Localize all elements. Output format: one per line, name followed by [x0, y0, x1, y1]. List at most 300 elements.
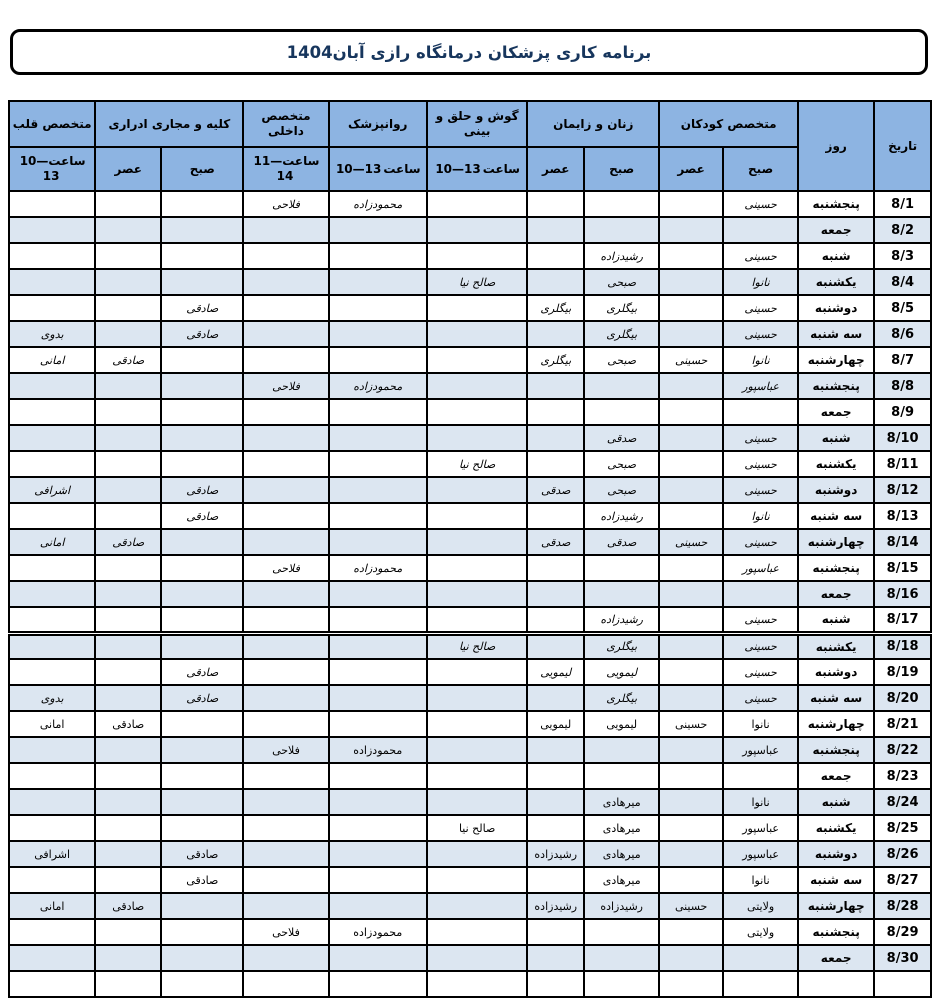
cell-kids-evening — [659, 451, 723, 477]
cell-women-evening — [527, 321, 584, 347]
cell-kids-evening — [659, 243, 723, 269]
day-cell: سه شنبه — [798, 685, 874, 711]
date-cell: 8/8 — [874, 373, 931, 399]
cell-heart — [9, 867, 95, 893]
cell-internal — [243, 295, 328, 321]
title-box — [10, 29, 928, 75]
cell-psychiatrist: محمودزاده — [329, 737, 427, 763]
cell-kids-morning: نانوا — [723, 867, 798, 893]
cell-heart — [9, 243, 95, 269]
cell-kidney-morning: صادقی — [161, 659, 243, 685]
cell-ent — [427, 971, 527, 997]
cell-women-evening — [527, 815, 584, 841]
cell-psychiatrist — [329, 269, 427, 295]
cell-women-evening — [527, 607, 584, 633]
cell-heart — [9, 971, 95, 997]
cell-heart — [9, 295, 95, 321]
cell-women-morning: میرهادی — [584, 815, 659, 841]
cell-women-evening: لیمویی — [527, 659, 584, 685]
cell-kidney-evening — [95, 555, 161, 581]
cell-psychiatrist — [329, 659, 427, 685]
cell-kidney-evening — [95, 685, 161, 711]
cell-kids-evening: حسینی — [659, 529, 723, 555]
cell-kidney-morning — [161, 191, 243, 217]
cell-women-morning: صدقی — [584, 529, 659, 555]
page-title: برنامه کاری پزشکان درمانگاه رازی آبان1404 — [286, 42, 652, 62]
table-row — [9, 347, 931, 373]
cell-kids-evening — [659, 971, 723, 997]
cell-women-evening — [527, 373, 584, 399]
subheader-women-evening: عصر — [527, 147, 584, 191]
cell-heart — [9, 763, 95, 789]
table-row — [9, 373, 931, 399]
col-header-internal: متخصص داخلی — [243, 101, 328, 147]
cell-women-morning: رشیدزاده — [584, 503, 659, 529]
cell-psychiatrist — [329, 321, 427, 347]
cell-kids-morning — [723, 581, 798, 607]
subheader-kidney-morning: صبح — [161, 147, 243, 191]
date-cell: 8/3 — [874, 243, 931, 269]
cell-heart — [9, 373, 95, 399]
cell-kids-morning: عباسپور — [723, 373, 798, 399]
date-cell: 8/9 — [874, 399, 931, 425]
day-cell: چهارشنبه — [798, 893, 874, 919]
table-row — [9, 217, 931, 243]
cell-ent — [427, 399, 527, 425]
cell-kids-morning: نانوا — [723, 347, 798, 373]
date-cell: 8/25 — [874, 815, 931, 841]
cell-kidney-morning: صادقی — [161, 503, 243, 529]
day-cell: پنجشنبه — [798, 919, 874, 945]
cell-women-evening — [527, 503, 584, 529]
day-cell: پنجشنبه — [798, 373, 874, 399]
day-cell: چهارشنبه — [798, 529, 874, 555]
cell-women-evening — [527, 919, 584, 945]
cell-kidney-evening — [95, 451, 161, 477]
cell-kidney-morning: صادقی — [161, 841, 243, 867]
date-cell: 8/4 — [874, 269, 931, 295]
day-cell: پنجشنبه — [798, 555, 874, 581]
cell-women-morning — [584, 919, 659, 945]
date-cell: 8/13 — [874, 503, 931, 529]
cell-women-evening — [527, 555, 584, 581]
cell-heart — [9, 737, 95, 763]
table-row — [9, 633, 931, 659]
cell-heart — [9, 659, 95, 685]
day-cell: شنبه — [798, 243, 874, 269]
cell-women-morning — [584, 945, 659, 971]
cell-kidney-evening: صادقی — [95, 529, 161, 555]
date-cell — [874, 971, 931, 997]
cell-heart: امانی — [9, 893, 95, 919]
cell-heart — [9, 633, 95, 659]
table-row — [9, 269, 931, 295]
cell-women-evening — [527, 269, 584, 295]
cell-women-evening — [527, 425, 584, 451]
cell-kidney-evening — [95, 607, 161, 633]
cell-ent — [427, 347, 527, 373]
table-row — [9, 893, 931, 919]
date-cell: 8/29 — [874, 919, 931, 945]
cell-psychiatrist — [329, 633, 427, 659]
cell-internal — [243, 321, 328, 347]
cell-ent — [427, 919, 527, 945]
cell-women-morning: صبحی — [584, 477, 659, 503]
cell-kidney-morning — [161, 971, 243, 997]
cell-heart — [9, 815, 95, 841]
cell-ent: صالح نیا — [427, 633, 527, 659]
cell-internal: فلاحی — [243, 555, 328, 581]
cell-internal: فلاحی — [243, 373, 328, 399]
cell-internal — [243, 789, 328, 815]
day-cell: دوشنبه — [798, 295, 874, 321]
table-row — [9, 685, 931, 711]
hours-range: 10—13 — [19, 154, 60, 183]
cell-women-morning — [584, 971, 659, 997]
cell-kids-morning: حسینی — [723, 633, 798, 659]
day-cell: پنجشنبه — [798, 737, 874, 763]
cell-ent: صالح نیا — [427, 815, 527, 841]
cell-kids-morning: حسینی — [723, 685, 798, 711]
cell-kids-evening — [659, 581, 723, 607]
cell-psychiatrist — [329, 685, 427, 711]
date-cell: 8/22 — [874, 737, 931, 763]
cell-women-morning: میرهادی — [584, 841, 659, 867]
cell-internal — [243, 633, 328, 659]
cell-women-evening — [527, 763, 584, 789]
cell-heart — [9, 399, 95, 425]
cell-kids-evening — [659, 321, 723, 347]
cell-heart — [9, 217, 95, 243]
cell-women-morning: صبحی — [584, 451, 659, 477]
cell-internal — [243, 477, 328, 503]
cell-internal — [243, 607, 328, 633]
table-row — [9, 399, 931, 425]
cell-kidney-morning — [161, 945, 243, 971]
cell-kids-evening — [659, 919, 723, 945]
cell-ent — [427, 893, 527, 919]
cell-kidney-evening: صادقی — [95, 347, 161, 373]
table-row — [9, 789, 931, 815]
cell-heart — [9, 451, 95, 477]
table-row — [9, 321, 931, 347]
table-row — [9, 503, 931, 529]
cell-psychiatrist — [329, 243, 427, 269]
cell-psychiatrist: محمودزاده — [329, 555, 427, 581]
cell-kids-evening — [659, 503, 723, 529]
cell-kids-morning: حسینی — [723, 607, 798, 633]
cell-kidney-morning — [161, 529, 243, 555]
day-cell — [798, 971, 874, 997]
schedule-body — [9, 191, 931, 997]
cell-women-evening — [527, 191, 584, 217]
day-cell: دوشنبه — [798, 659, 874, 685]
cell-psychiatrist — [329, 607, 427, 633]
cell-psychiatrist: محمودزاده — [329, 191, 427, 217]
cell-ent: صالح نیا — [427, 451, 527, 477]
cell-kids-morning: عباسپور — [723, 555, 798, 581]
table-row — [9, 191, 931, 217]
cell-kidney-morning: صادقی — [161, 477, 243, 503]
cell-kids-morning: حسینی — [723, 477, 798, 503]
cell-women-morning: میرهادی — [584, 867, 659, 893]
cell-heart — [9, 607, 95, 633]
cell-kidney-morning — [161, 425, 243, 451]
table-row — [9, 659, 931, 685]
day-cell: جمعه — [798, 581, 874, 607]
day-cell: سه شنبه — [798, 321, 874, 347]
date-cell: 8/11 — [874, 451, 931, 477]
hours-range: 10—13 — [435, 161, 481, 176]
table-row — [9, 971, 931, 997]
table-row — [9, 555, 931, 581]
cell-internal — [243, 399, 328, 425]
cell-women-morning: رشیدزاده — [584, 607, 659, 633]
hours-range: 11—14 — [253, 154, 294, 183]
day-cell: سه شنبه — [798, 867, 874, 893]
cell-kids-morning: حسینی — [723, 451, 798, 477]
cell-psychiatrist — [329, 425, 427, 451]
subheader-heart-hours — [9, 147, 95, 191]
subheader-kids-evening: عصر — [659, 147, 723, 191]
cell-kidney-morning — [161, 763, 243, 789]
cell-kids-evening — [659, 815, 723, 841]
header-group-row — [9, 101, 931, 147]
date-cell: 8/19 — [874, 659, 931, 685]
day-cell: شنبه — [798, 789, 874, 815]
cell-kidney-evening — [95, 867, 161, 893]
col-header-day: روز — [798, 101, 874, 191]
cell-psychiatrist: محمودزاده — [329, 919, 427, 945]
cell-heart — [9, 555, 95, 581]
date-cell: 8/23 — [874, 763, 931, 789]
cell-kidney-evening — [95, 295, 161, 321]
cell-ent — [427, 321, 527, 347]
cell-ent — [427, 763, 527, 789]
cell-women-evening — [527, 971, 584, 997]
cell-heart — [9, 919, 95, 945]
day-cell: جمعه — [798, 945, 874, 971]
cell-kids-evening — [659, 373, 723, 399]
col-header-date: تاریخ — [874, 101, 931, 191]
cell-heart — [9, 581, 95, 607]
cell-kidney-morning — [161, 581, 243, 607]
cell-heart: بدوی — [9, 685, 95, 711]
cell-kids-evening — [659, 763, 723, 789]
date-cell: 8/2 — [874, 217, 931, 243]
cell-women-morning — [584, 763, 659, 789]
cell-kidney-morning — [161, 243, 243, 269]
cell-internal — [243, 269, 328, 295]
cell-kids-morning: ولایتی — [723, 919, 798, 945]
day-cell: شنبه — [798, 607, 874, 633]
cell-kids-evening: حسینی — [659, 711, 723, 737]
cell-internal — [243, 711, 328, 737]
table-row — [9, 243, 931, 269]
cell-kids-evening — [659, 191, 723, 217]
cell-kidney-evening — [95, 841, 161, 867]
cell-psychiatrist — [329, 945, 427, 971]
cell-internal — [243, 893, 328, 919]
col-header-urology: کلیه و مجاری ادراری — [95, 101, 243, 147]
cell-kidney-evening — [95, 815, 161, 841]
day-cell: سه شنبه — [798, 503, 874, 529]
hours-word: ساعت — [48, 154, 86, 168]
table-row — [9, 477, 931, 503]
hours-word: ساعت — [282, 154, 320, 168]
cell-ent — [427, 373, 527, 399]
header-sub-row — [9, 147, 931, 191]
cell-kidney-morning — [161, 737, 243, 763]
cell-ent — [427, 425, 527, 451]
cell-kids-morning: نانوا — [723, 503, 798, 529]
cell-heart — [9, 191, 95, 217]
day-cell: یکشنبه — [798, 451, 874, 477]
cell-women-morning — [584, 399, 659, 425]
cell-kidney-evening — [95, 633, 161, 659]
cell-kids-morning: نانوا — [723, 711, 798, 737]
cell-women-evening — [527, 867, 584, 893]
cell-heart: امانی — [9, 347, 95, 373]
cell-psychiatrist — [329, 867, 427, 893]
cell-women-evening — [527, 399, 584, 425]
cell-kids-evening — [659, 737, 723, 763]
date-cell: 8/28 — [874, 893, 931, 919]
cell-kidney-morning — [161, 815, 243, 841]
hours-word: ساعت — [482, 161, 520, 176]
subheader-women-morning: صبح — [584, 147, 659, 191]
cell-women-morning — [584, 737, 659, 763]
cell-kidney-evening — [95, 373, 161, 399]
cell-psychiatrist — [329, 841, 427, 867]
cell-ent — [427, 555, 527, 581]
cell-kidney-morning — [161, 607, 243, 633]
date-cell: 8/7 — [874, 347, 931, 373]
cell-internal — [243, 529, 328, 555]
day-cell: دوشنبه — [798, 477, 874, 503]
date-cell: 8/30 — [874, 945, 931, 971]
cell-kidney-evening — [95, 321, 161, 347]
cell-kidney-morning — [161, 711, 243, 737]
cell-kids-morning: عباسپور — [723, 841, 798, 867]
subheader-psych-hours — [329, 147, 427, 191]
date-cell: 8/15 — [874, 555, 931, 581]
cell-women-evening — [527, 789, 584, 815]
cell-ent — [427, 581, 527, 607]
cell-ent — [427, 789, 527, 815]
schedule-table — [8, 100, 932, 998]
cell-ent — [427, 503, 527, 529]
date-cell: 8/1 — [874, 191, 931, 217]
cell-internal — [243, 581, 328, 607]
col-header-cardiology: متخصص قلب — [9, 101, 95, 147]
cell-kidney-morning — [161, 789, 243, 815]
cell-heart — [9, 425, 95, 451]
cell-kidney-evening — [95, 763, 161, 789]
cell-women-morning: رشیدزاده — [584, 893, 659, 919]
cell-kids-morning — [723, 217, 798, 243]
table-row — [9, 295, 931, 321]
cell-psychiatrist — [329, 893, 427, 919]
cell-kidney-evening — [95, 503, 161, 529]
cell-kidney-evening — [95, 191, 161, 217]
cell-women-morning: لیمویی — [584, 711, 659, 737]
cell-kidney-morning — [161, 399, 243, 425]
day-cell: جمعه — [798, 763, 874, 789]
day-cell: یکشنبه — [798, 815, 874, 841]
table-row — [9, 763, 931, 789]
cell-ent — [427, 529, 527, 555]
subheader-ent-hours — [427, 147, 527, 191]
cell-internal — [243, 425, 328, 451]
cell-kids-morning — [723, 945, 798, 971]
cell-kids-evening — [659, 217, 723, 243]
subheader-kids-morning: صبح — [723, 147, 798, 191]
table-row — [9, 529, 931, 555]
cell-internal — [243, 815, 328, 841]
date-cell: 8/6 — [874, 321, 931, 347]
cell-kidney-morning — [161, 347, 243, 373]
cell-women-evening: بیگلری — [527, 295, 584, 321]
cell-psychiatrist: محمودزاده — [329, 373, 427, 399]
cell-internal: فلاحی — [243, 191, 328, 217]
cell-women-evening — [527, 945, 584, 971]
col-header-obgyn: زنان و زایمان — [527, 101, 659, 147]
cell-psychiatrist — [329, 477, 427, 503]
date-cell: 8/26 — [874, 841, 931, 867]
cell-kids-evening — [659, 269, 723, 295]
table-row — [9, 607, 931, 633]
date-cell: 8/27 — [874, 867, 931, 893]
cell-women-morning — [584, 373, 659, 399]
cell-heart: امانی — [9, 529, 95, 555]
cell-kids-morning: حسینی — [723, 529, 798, 555]
cell-kids-morning — [723, 763, 798, 789]
cell-women-evening: لیمویی — [527, 711, 584, 737]
subheader-internal-hours — [243, 147, 328, 191]
cell-kidney-morning — [161, 269, 243, 295]
table-row — [9, 711, 931, 737]
cell-heart — [9, 269, 95, 295]
cell-women-morning: صدقی — [584, 425, 659, 451]
cell-heart: امانی — [9, 711, 95, 737]
cell-kids-morning: ولایتی — [723, 893, 798, 919]
cell-internal — [243, 451, 328, 477]
cell-kids-evening — [659, 685, 723, 711]
cell-kidney-morning: صادقی — [161, 321, 243, 347]
table-row — [9, 581, 931, 607]
cell-psychiatrist — [329, 347, 427, 373]
cell-internal — [243, 217, 328, 243]
cell-psychiatrist — [329, 763, 427, 789]
cell-ent — [427, 867, 527, 893]
cell-kids-evening — [659, 425, 723, 451]
date-cell: 8/21 — [874, 711, 931, 737]
cell-kidney-evening — [95, 945, 161, 971]
cell-kids-evening — [659, 477, 723, 503]
hours-word: ساعت — [383, 161, 421, 176]
date-cell: 8/12 — [874, 477, 931, 503]
cell-internal — [243, 347, 328, 373]
date-cell: 8/20 — [874, 685, 931, 711]
cell-kidney-evening — [95, 581, 161, 607]
table-row — [9, 451, 931, 477]
cell-kids-evening — [659, 607, 723, 633]
cell-women-evening: رشیدزاده — [527, 841, 584, 867]
cell-women-evening — [527, 243, 584, 269]
date-cell: 8/17 — [874, 607, 931, 633]
cell-women-evening — [527, 581, 584, 607]
